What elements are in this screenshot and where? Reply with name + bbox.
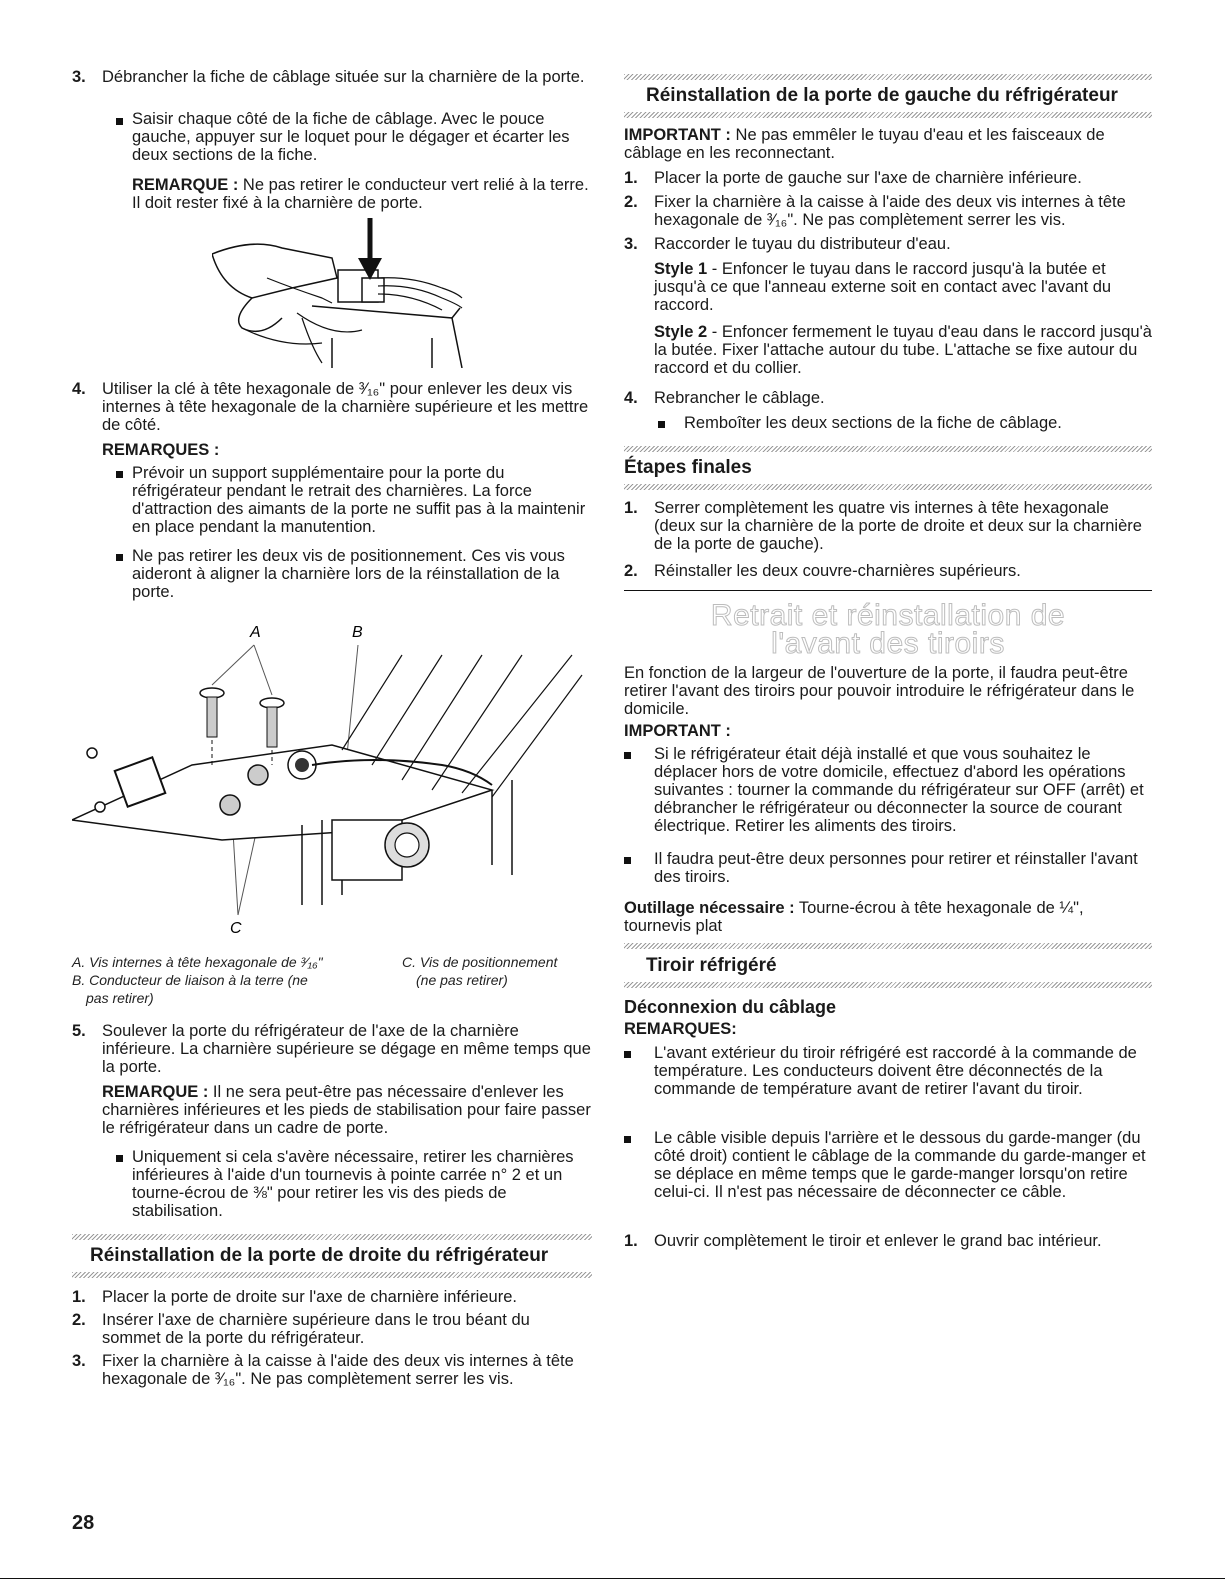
remarques-label: REMARQUES :	[102, 441, 220, 459]
bullet-icon	[116, 554, 123, 561]
step-text: Rebrancher le câblage.	[654, 389, 825, 407]
page-number: 28	[72, 1512, 95, 1534]
step-text: Utiliser la clé à tête hexagonale de ³⁄₁₆" pour enlever les deux vis internes à tête hexagonale de la charnière supérieure et les mettre de côté.	[102, 380, 589, 434]
step-text: Fixer la charnière à la caisse à l'aide des deux vis internes à tête hexagonale de ³⁄₁₆". Ne pas complètement serrer les vis.	[102, 1352, 574, 1388]
caption-b: B. Conducteur de liaison à la terre (ne	[72, 972, 308, 988]
step-text: Réinstaller les deux couvre-charnières supérieurs.	[654, 562, 1021, 580]
caption-c: C. Vis de positionnement	[402, 954, 558, 970]
bullet-text: Saisir chaque côté de la fiche de câblage. Avec le pouce gauche, appuyer sur le loquet pour le dégager et écarter les deux sections de la fiche.	[132, 110, 570, 164]
bullet-icon	[624, 1051, 631, 1058]
bullet-icon	[624, 1136, 631, 1143]
remarque-text: Ne pas retirer le conducteur vert relié à la terre. Il doit rester fixé à la charnière de porte.	[132, 176, 589, 212]
step-number: 1.	[624, 169, 638, 187]
step-number: 4.	[624, 389, 638, 407]
style-2-paragraph	[654, 323, 1152, 377]
caption-b-continued: pas retirer)	[86, 990, 154, 1006]
subsection-heading: Déconnexion du câblage	[624, 997, 837, 1017]
bullet-text: Uniquement si cela s'avère nécessaire, retirer les charnières inférieures à l'aide d'un tournevis à pointe carrée n° 2 et un tourne-écrou de ⅜" pour retirer les vis des pieds de stabilisation.	[132, 1148, 574, 1220]
important-label: IMPORTANT :	[624, 722, 731, 740]
remarque-paragraph	[132, 176, 592, 212]
section-heading: Étapes finales	[624, 457, 752, 478]
page-bottom-rule	[0, 1578, 1225, 1579]
step-text: Fixer la charnière à la caisse à l'aide des deux vis internes à tête hexagonale de ³⁄₁₆". Ne pas complètement serrer les vis.	[654, 193, 1126, 229]
style-2-text: - Enfoncer fermement le tuyau d'eau dans le raccord jusqu'à la butée. Fixer l'attache autour du tube. L'attache se fixe autour du raccord et du collier.	[654, 323, 1152, 377]
tools-paragraph	[624, 899, 1152, 935]
bullet-icon	[116, 1155, 123, 1162]
style-1-paragraph	[654, 260, 1152, 314]
caption-a: A. Vis internes à tête hexagonale de ³⁄₁₆"	[72, 954, 323, 970]
section-rule	[624, 590, 1152, 591]
remarques-label: REMARQUES:	[624, 1020, 737, 1038]
style-1-label: Style 1	[654, 260, 708, 278]
bullet-text: Ne pas retirer les deux vis de positionnement. Ces vis vous aideront à aligner la charnière lors de la réinstallation de la porte.	[132, 547, 565, 601]
intro-paragraph: En fonction de la largeur de l'ouverture de la porte, il faudra peut-être retirer l'avant des tiroirs pour pouvoir introduire le réfrigérateur dans le domicile.	[624, 664, 1135, 718]
bullet-text: Si le réfrigérateur était déjà installé et que vous souhaitez le déplacer hors de votre domicile, effectuez d'abord les opérations suivantes : tourner la commande du réfrigérateur sur OFF (arrêt) et débrancher le réfrigérateur ou déconnecter la source de courant électrique. Retirer les aliments des tiroirs.	[654, 745, 1144, 835]
step-text: Soulever la porte du réfrigérateur de l'axe de la charnière inférieure. La charnière supérieure se dégage en même temps que la porte.	[102, 1022, 591, 1076]
bullet-icon	[116, 118, 123, 125]
section-divider	[72, 1234, 592, 1240]
step-number: 1.	[624, 1232, 638, 1250]
remarque-paragraph	[102, 1083, 592, 1137]
bullet-icon	[658, 421, 665, 428]
important-text: Ne pas emmêler le tuyau d'eau et les faisceaux de câblage en les reconnectant.	[624, 126, 1105, 162]
wiring-plug-illustration	[212, 218, 472, 368]
chapter-title-line-1: Retrait et réinstallation de	[710, 599, 1066, 632]
section-divider	[72, 1272, 592, 1278]
step-text: Insérer l'axe de charnière supérieure dans le trou béant du sommet de la porte du réfrigérateur.	[102, 1311, 530, 1347]
section-heading: Réinstallation de la porte de droite du réfrigérateur	[90, 1245, 549, 1266]
figure-label-a: A	[250, 624, 261, 641]
bullet-icon	[624, 752, 631, 759]
tools-label: Outillage nécessaire :	[624, 899, 795, 917]
bullet-text: Remboîter les deux sections de la fiche de câblage.	[684, 414, 1062, 432]
section-heading: Réinstallation de la porte de gauche du réfrigérateur	[646, 85, 1118, 106]
bullet-text: Prévoir un support supplémentaire pour la porte du réfrigérateur pendant le retrait des charnières. La force d'attraction des aimants de la porte ne suffit pas à la maintenir en place pendant la manutention.	[132, 464, 586, 536]
bullet-icon	[116, 471, 123, 478]
tools-text: Tourne-écrou à tête hexagonale de ¼", tournevis plat	[624, 899, 1084, 935]
section-divider	[624, 112, 1152, 118]
figure-label-b: B	[352, 624, 363, 641]
figure-label-c: C	[230, 920, 242, 937]
step-text: Raccorder le tuyau du distributeur d'eau.	[654, 235, 951, 253]
hinge-screws-illustration	[72, 615, 592, 945]
bullet-text: Le câble visible depuis l'arrière et le dessous du garde-manger (du côté droit) contient le câblage de la commande du garde-manger et se déplace en même temps que le garde-manger lorsqu'on retire celui-ci. Il n'est pas nécessaire de déconnecter ce câble.	[654, 1129, 1146, 1201]
bullet-text: L'avant extérieur du tiroir réfrigéré est raccordé à la commande de température. Les conducteurs doivent être déconnectés de la commande de température avant de retirer l'avant du tiroir.	[654, 1044, 1137, 1098]
step-number: 1.	[624, 499, 638, 517]
chapter-title-line-2: l'avant des tiroirs	[771, 627, 1005, 660]
step-text: Ouvrir complètement le tiroir et enlever le grand bac intérieur.	[654, 1232, 1102, 1250]
step-number: 5.	[72, 1022, 86, 1040]
style-2-label: Style 2	[654, 323, 708, 341]
remarque-label: REMARQUE :	[132, 176, 239, 194]
step-number: 2.	[72, 1311, 86, 1329]
section-heading: Tiroir réfrigéré	[646, 955, 777, 976]
step-text: Placer la porte de gauche sur l'axe de charnière inférieure.	[654, 169, 1082, 187]
remarque-text: Il ne sera peut-être pas nécessaire d'enlever les charnières inférieures et les pieds de stabilisation pour faire passer le réfrigérateur dans un cadre de porte.	[102, 1083, 591, 1137]
bullet-text: Il faudra peut-être deux personnes pour retirer et réinstaller l'avant des tiroirs.	[654, 850, 1138, 886]
step-number: 2.	[624, 193, 638, 211]
section-divider	[624, 484, 1152, 490]
important-paragraph	[624, 126, 1152, 162]
step-number: 3.	[72, 68, 86, 86]
step-text: Débrancher la fiche de câblage située sur la charnière de la porte.	[102, 68, 585, 86]
section-divider	[624, 982, 1152, 988]
step-number: 3.	[624, 235, 638, 253]
caption-c-continued: (ne pas retirer)	[416, 972, 508, 988]
step-number: 4.	[72, 380, 86, 398]
bullet-icon	[624, 857, 631, 864]
step-number: 1.	[72, 1288, 86, 1306]
step-text: Placer la porte de droite sur l'axe de charnière inférieure.	[102, 1288, 517, 1306]
step-text: Serrer complètement les quatre vis internes à tête hexagonale (deux sur la charnière de la porte de droite et deux sur la charnière de la porte de gauche).	[654, 499, 1142, 553]
section-divider	[624, 446, 1152, 452]
step-number: 3.	[72, 1352, 86, 1370]
section-divider	[624, 74, 1152, 80]
section-divider	[624, 943, 1152, 949]
important-label: IMPORTANT :	[624, 126, 731, 144]
style-1-text: - Enfoncer le tuyau dans le raccord jusqu'à la butée et jusqu'à ce que l'anneau externe soit en contact avec l'avant du raccord.	[654, 260, 1112, 314]
remarque-label: REMARQUE :	[102, 1083, 209, 1101]
step-number: 2.	[624, 562, 638, 580]
